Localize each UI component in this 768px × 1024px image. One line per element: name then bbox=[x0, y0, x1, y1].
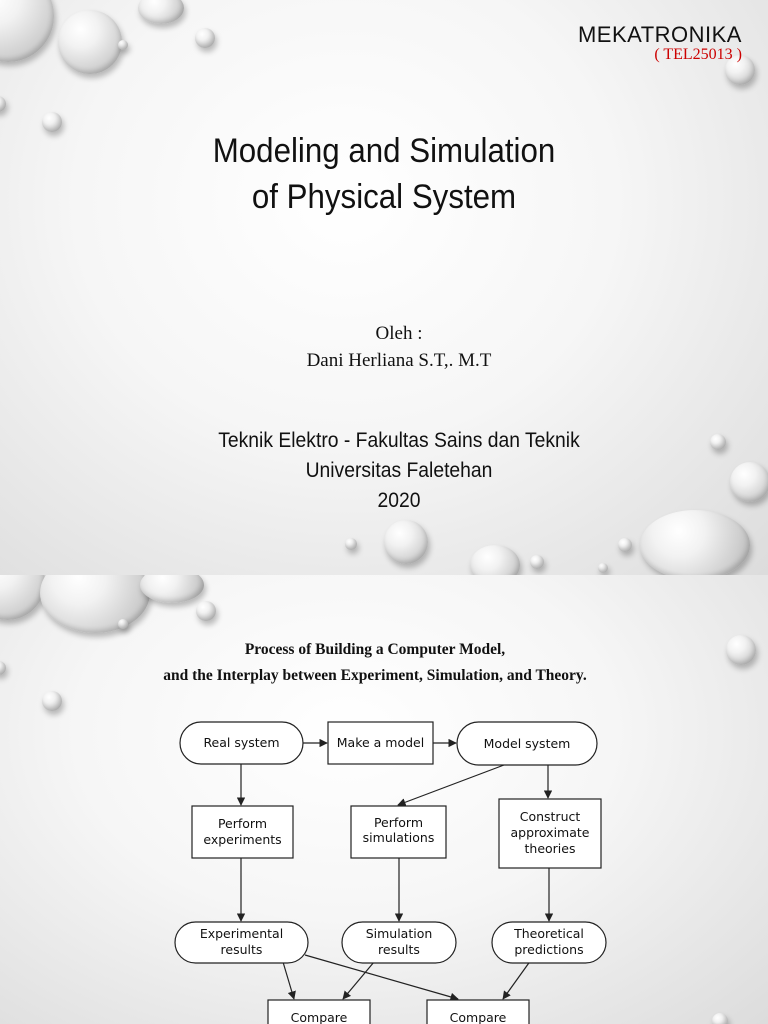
node-real-system-label: Real system bbox=[203, 735, 280, 750]
process-slide bbox=[0, 575, 768, 1024]
process-title-line-2: and the Interplay between Experiment, Simulation, and Theory. bbox=[163, 667, 587, 684]
water-drop-decoration bbox=[0, 96, 6, 112]
edge-predictions-to-compare-right bbox=[503, 960, 531, 999]
title-line-1: Modeling and Simulation bbox=[212, 132, 556, 170]
year: 2020 bbox=[377, 489, 421, 512]
node-construct-theories-label-2: approximate bbox=[510, 825, 590, 840]
slide-title bbox=[31, 128, 738, 220]
water-drop-decoration bbox=[58, 10, 122, 74]
water-drop-decoration bbox=[640, 510, 750, 575]
water-drop-decoration bbox=[195, 28, 215, 48]
node-compare-right-label: Compare bbox=[449, 1010, 507, 1024]
water-drop-decoration bbox=[384, 520, 428, 564]
node-theoretical-predictions-label-1: Theoretical bbox=[514, 926, 584, 941]
course-header bbox=[578, 22, 742, 64]
node-experimental-results bbox=[175, 922, 308, 963]
node-theoretical-predictions-label-2: predictions bbox=[514, 942, 584, 957]
affiliation-line-1: Teknik Elektro - Fakultas Sains dan Teknik bbox=[218, 429, 580, 452]
node-perform-simulations-label-1: Perform bbox=[373, 815, 424, 830]
node-experimental-results-label-2: results bbox=[220, 942, 263, 957]
process-title-line-1: Process of Building a Computer Model, bbox=[244, 641, 506, 658]
node-theoretical-predictions bbox=[492, 922, 606, 963]
node-construct-theories bbox=[499, 799, 601, 868]
node-make-model bbox=[328, 722, 433, 764]
node-model-system bbox=[457, 722, 597, 765]
node-model-system-label: Model system bbox=[483, 736, 571, 751]
water-drop-decoration bbox=[470, 545, 520, 575]
author-block bbox=[0, 320, 768, 374]
water-drop-decoration bbox=[0, 0, 54, 62]
water-drop-decoration bbox=[118, 40, 128, 50]
affiliation-line-2: Universitas Faletehan bbox=[305, 459, 493, 482]
edge-model-to-simulations bbox=[398, 765, 504, 805]
course-name: MEKATRONIKA bbox=[577, 22, 742, 47]
node-simulation-results bbox=[342, 922, 456, 963]
author-name: Dani Herliana S.T,. M.T bbox=[306, 350, 492, 371]
node-perform-simulations-label-2: simulations bbox=[362, 830, 435, 845]
node-compare-left-label: Compare bbox=[290, 1010, 348, 1024]
node-compare-left bbox=[268, 1000, 370, 1024]
course-code: ( TEL25013 ) bbox=[654, 46, 742, 63]
node-construct-theories-label-3: theories bbox=[524, 841, 576, 856]
node-perform-experiments bbox=[192, 806, 293, 858]
affiliation-block bbox=[32, 426, 766, 516]
water-drop-decoration bbox=[618, 538, 632, 552]
title-line-2: of Physical System bbox=[251, 178, 517, 216]
node-compare-right bbox=[427, 1000, 529, 1024]
water-drop-decoration bbox=[138, 0, 184, 24]
process-flow-diagram bbox=[0, 575, 768, 1024]
water-drop-decoration bbox=[345, 538, 357, 550]
node-make-model-label: Make a model bbox=[336, 735, 425, 750]
node-perform-experiments-label-1: Perform bbox=[217, 816, 268, 831]
edge-exp-results-to-compare-left bbox=[283, 962, 294, 999]
node-perform-simulations bbox=[351, 806, 446, 858]
node-construct-theories-label-1: Construct bbox=[519, 809, 581, 824]
node-real-system bbox=[180, 722, 303, 764]
node-experimental-results-label-1: Experimental bbox=[199, 926, 284, 941]
water-drop-decoration bbox=[530, 555, 544, 569]
node-simulation-results-label-2: results bbox=[378, 942, 420, 957]
water-drop-decoration bbox=[598, 563, 608, 573]
author-label: Oleh : bbox=[375, 323, 423, 344]
node-perform-experiments-label-2: experiments bbox=[203, 832, 282, 847]
node-simulation-results-label-1: Simulation bbox=[365, 926, 433, 941]
